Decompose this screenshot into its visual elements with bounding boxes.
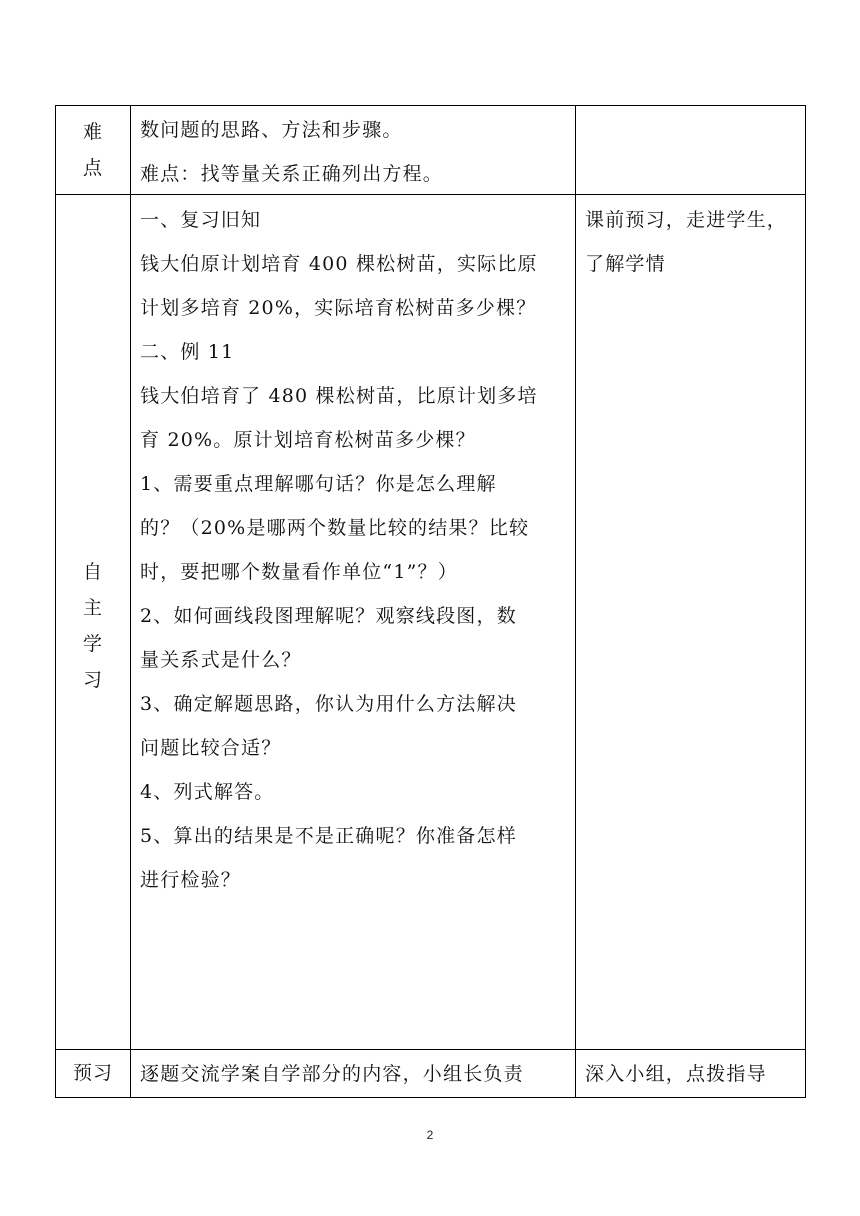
column-divider-1	[130, 106, 131, 1097]
content-line: 难点：找等量关系正确列出方程。	[140, 163, 444, 185]
row-label-self-study	[56, 536, 130, 716]
row-note-self-study	[585, 198, 805, 286]
content-line: 一、复习旧知	[140, 209, 262, 231]
content-line: 钱大伯培育了 480 棵松树苗，比原计划多培	[140, 385, 538, 407]
content-line: 4、列式解答。	[140, 781, 275, 803]
label-char: 难	[82, 120, 103, 143]
label-char: 主	[82, 596, 103, 619]
note-line: 了解学情	[585, 253, 666, 275]
content-line: 育 20%。原计划培育松树苗多少棵？	[140, 429, 476, 451]
content-line: 钱大伯原计划培育 400 棵松树苗，实际比原	[140, 253, 538, 275]
label-char: 学	[82, 633, 103, 655]
content-line: 2、如何画线段图理解呢？观察线段图，数	[140, 605, 517, 627]
page-number: 2	[426, 1128, 434, 1142]
lesson-plan-table	[55, 105, 806, 1098]
row-content-self-study	[140, 198, 570, 902]
row-label-preview	[56, 1050, 130, 1097]
row-content-difficulty	[140, 108, 570, 196]
content-line: 3、确定解题思路，你认为用什么方法解决	[140, 693, 517, 715]
content-line: 时，要把哪个数量看作单位“1”？）	[140, 561, 458, 583]
label-char: 点	[82, 157, 103, 179]
content-line: 问题比较合适？	[140, 737, 282, 759]
content-line: 量关系式是什么？	[140, 649, 302, 671]
label-char: 习	[82, 669, 103, 692]
content-line: 5、算出的结果是不是正确呢？你准备怎样	[140, 825, 517, 847]
content-line: 的？（20%是哪两个数量比较的结果？比较	[140, 517, 530, 539]
content-line: 计划多培育 20%，实际培育松树苗多少棵？	[140, 297, 537, 319]
content-line: 1、需要重点理解哪句话？你是怎么理解	[140, 473, 497, 495]
content-line: 二、例 11	[140, 341, 235, 363]
note-line: 课前预习，走进学生，	[585, 209, 788, 231]
label-text: 预习	[72, 1062, 113, 1085]
content-line: 逐题交流学案自学部分的内容，小组长负责	[140, 1063, 524, 1085]
label-char: 自	[82, 560, 103, 583]
content-line: 进行检验？	[140, 869, 242, 891]
column-divider-2	[575, 106, 576, 1097]
row-divider-2	[56, 1049, 805, 1050]
row-content-preview	[140, 1052, 570, 1096]
note-line: 深入小组，点拨指导	[585, 1063, 767, 1085]
content-line: 数问题的思路、方法和步骤。	[140, 119, 403, 141]
row-note-preview	[585, 1052, 805, 1096]
row-label-difficulty	[56, 106, 130, 194]
